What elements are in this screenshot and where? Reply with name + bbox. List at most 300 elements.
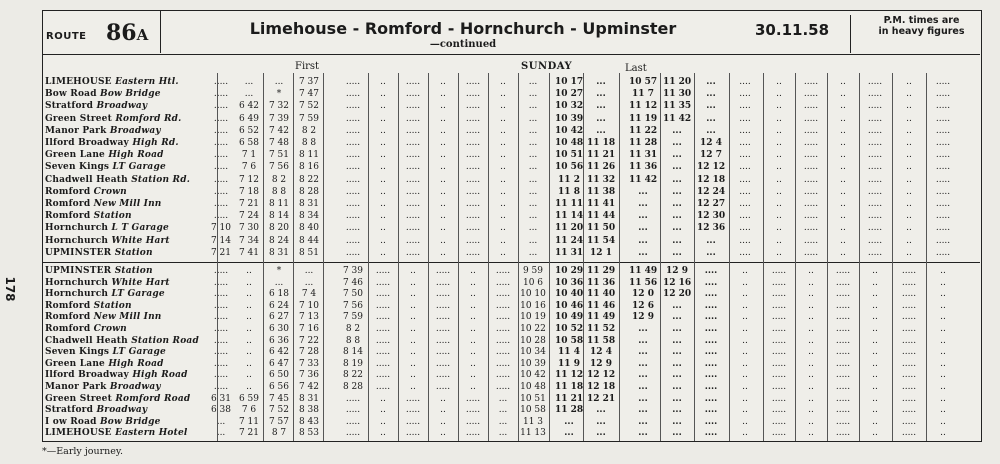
column-rule	[729, 73, 730, 441]
time-cell: .....	[867, 150, 883, 161]
time-cell: .....	[213, 77, 229, 87]
time-cell: 8 22	[298, 174, 320, 185]
time-cell: .....	[901, 428, 917, 439]
time-cell: ..	[500, 186, 506, 197]
time-cell: .....	[495, 300, 511, 311]
time-cell: .....	[803, 150, 819, 161]
time-cell: ..	[776, 113, 782, 124]
time-cell: 12 12	[697, 162, 726, 173]
time-cell: 11 40	[587, 289, 616, 300]
time-cell: 7 59	[298, 113, 320, 124]
time-cell: ..	[776, 211, 782, 222]
time-cell: ..	[410, 277, 416, 288]
time-cell: ..	[440, 199, 446, 209]
time-cell: ..	[840, 199, 846, 209]
stop-name-main: I ow Road	[45, 416, 97, 427]
time-cell: 6 42	[238, 101, 260, 112]
stop-qualifier: Broadway	[109, 125, 161, 136]
time-cell: ..	[872, 312, 878, 323]
time-cell: .....	[935, 211, 951, 222]
time-cell: 7 47	[298, 89, 320, 100]
time-cell: ....	[704, 405, 718, 416]
time-cell: 8 2	[345, 324, 361, 334]
time-cell: .....	[405, 174, 421, 185]
time-cell: .....	[901, 416, 917, 427]
time-cell: 10 40	[555, 289, 584, 300]
stop-qualifier: Station	[114, 266, 153, 276]
time-cell: ..	[808, 370, 814, 381]
time-cell: .....	[375, 312, 391, 323]
time-cell: .....	[213, 211, 229, 222]
time-cell: ..	[500, 89, 506, 100]
time-cell: ...	[672, 358, 682, 369]
stop-name-main: Manor Park	[45, 125, 107, 136]
time-cell: 8 31	[298, 199, 320, 209]
column-rule	[263, 73, 264, 441]
time-cell: ..	[440, 101, 446, 112]
time-cell: .....	[405, 101, 421, 112]
time-cell: .....	[867, 77, 883, 87]
time-cell: .....	[465, 428, 481, 439]
time-cell: .....	[835, 335, 851, 346]
column-rule	[795, 73, 796, 441]
time-cell: ..	[500, 247, 506, 258]
time-cell: 12 27	[697, 199, 726, 209]
time-cell: 7 42	[298, 382, 320, 392]
time-cell: ..	[380, 393, 386, 404]
time-cell: ..	[440, 428, 446, 439]
time-cell: ...	[528, 199, 538, 209]
time-cell: 8 22	[342, 370, 364, 381]
time-cell: ..	[742, 347, 748, 358]
time-cell: ..	[776, 235, 782, 246]
time-cell: 11 9	[558, 358, 580, 369]
time-cell: .....	[835, 416, 851, 427]
time-cell: .....	[213, 89, 229, 100]
time-cell: 8 40	[298, 223, 320, 234]
stop-name	[45, 301, 132, 311]
time-cell: 7 41	[238, 247, 260, 258]
time-cell: .....	[213, 266, 229, 276]
time-cell: ...	[564, 416, 574, 427]
time-cell: ....	[704, 277, 718, 288]
time-cell: 12 1	[590, 247, 612, 258]
time-cell: ..	[776, 138, 782, 148]
stop-name-main: Green Lane	[45, 358, 105, 369]
time-cell: ..	[742, 300, 748, 311]
time-cell: ...	[638, 335, 648, 346]
time-cell: ..	[440, 125, 446, 136]
time-cell: ..	[500, 162, 506, 173]
pm-times-note	[850, 15, 980, 53]
time-cell: ..	[742, 405, 748, 416]
time-cell: ...	[596, 89, 606, 100]
time-cell: ..	[440, 150, 446, 161]
time-cell: 11 32	[587, 174, 616, 185]
time-cell: ...	[706, 247, 716, 258]
stop-qualifier: High Road	[132, 370, 188, 381]
time-cell: ..	[470, 300, 476, 311]
time-cell: ..	[872, 428, 878, 439]
time-cell: ..	[906, 89, 912, 100]
stop-qualifier: Broadway	[96, 405, 148, 416]
time-cell: .....	[405, 235, 421, 246]
time-cell: ...	[304, 277, 314, 288]
time-cell: .....	[465, 138, 481, 148]
time-cell: .....	[435, 382, 451, 392]
time-cell: ..	[776, 162, 782, 173]
time-cell: ..	[840, 101, 846, 112]
time-cell: .....	[375, 300, 391, 311]
time-cell: .....	[935, 186, 951, 197]
time-cell: ..	[246, 382, 252, 392]
time-cell: ..	[742, 335, 748, 346]
time-cell: .....	[771, 405, 787, 416]
time-cell: ..	[872, 289, 878, 300]
stop-qualifier: Station	[93, 211, 132, 222]
time-cell: 10 42	[555, 125, 584, 136]
time-cell: .....	[935, 125, 951, 136]
time-cell: ...	[672, 416, 682, 427]
time-cell: .....	[935, 150, 951, 161]
time-cell: 7 45	[268, 393, 290, 404]
time-cell: .....	[345, 89, 361, 100]
time-cell: .....	[771, 370, 787, 381]
time-cell: .....	[835, 382, 851, 392]
time-cell: ..	[470, 289, 476, 300]
column-rule	[323, 73, 324, 441]
time-cell: ..	[776, 223, 782, 234]
stop-qualifier: LT Garage	[112, 162, 166, 173]
time-cell: 7 24	[238, 211, 260, 222]
time-cell: .....	[375, 266, 391, 276]
time-cell: 11 29	[587, 266, 616, 276]
time-cell: .....	[835, 405, 851, 416]
time-cell: 6 42	[268, 347, 290, 358]
time-cell: .....	[803, 211, 819, 222]
time-cell: .....	[835, 393, 851, 404]
stop-qualifier: High Road	[108, 150, 164, 161]
time-cell: .....	[495, 312, 511, 323]
time-cell: .....	[803, 247, 819, 258]
stop-name-main: Green Street	[45, 113, 112, 124]
time-cell: ..	[440, 211, 446, 222]
time-cell: .....	[345, 223, 361, 234]
time-cell: .....	[803, 89, 819, 100]
time-cell: ..	[440, 405, 446, 416]
time-cell: ...	[672, 247, 682, 258]
stop-qualifier: Station Rd.	[131, 174, 191, 185]
time-cell: 6 50	[268, 370, 290, 381]
stop-name-main: UPMINSTER	[45, 266, 112, 276]
time-cell: 11 13	[520, 428, 546, 439]
time-cell: ..	[742, 312, 748, 323]
time-cell: ..	[872, 324, 878, 334]
time-cell: 8 19	[342, 358, 364, 369]
time-cell: .....	[495, 382, 511, 392]
time-cell: .....	[901, 405, 917, 416]
time-cell: 11 19	[629, 113, 658, 124]
time-cell: 10 27	[555, 89, 584, 100]
time-cell: 8 2	[301, 125, 317, 136]
time-cell: ..	[470, 324, 476, 334]
time-cell: ..	[742, 266, 748, 276]
time-cell: .....	[803, 138, 819, 148]
time-cell: .....	[465, 235, 481, 246]
stop-name	[45, 266, 153, 276]
time-cell: ...	[528, 138, 538, 148]
time-cell: ..	[840, 138, 846, 148]
time-cell: 12 21	[587, 393, 616, 404]
time-cell: 10 29	[555, 266, 584, 276]
time-cell: 8 28	[342, 382, 364, 392]
time-cell: ..	[742, 277, 748, 288]
time-cell: 6 36	[268, 335, 290, 346]
time-cell: ..	[742, 416, 748, 427]
time-cell: ....	[739, 150, 751, 161]
time-cell: 8 2	[271, 174, 287, 185]
time-cell: ...	[638, 358, 648, 369]
time-cell: 12 0	[632, 289, 654, 300]
time-cell: 10 16	[520, 300, 546, 311]
time-cell: ...	[216, 416, 226, 427]
time-cell: ....	[739, 211, 751, 222]
column-label-first: First	[295, 61, 320, 72]
time-cell: 6 52	[238, 125, 260, 136]
time-cell: .....	[935, 77, 951, 87]
time-cell: 11 36	[629, 162, 658, 173]
time-cell: .....	[803, 113, 819, 124]
time-cell: 11 49	[629, 266, 658, 276]
stop-name	[45, 126, 161, 136]
time-cell: ...	[528, 162, 538, 173]
time-cell: ...	[528, 223, 538, 234]
time-cell: .....	[803, 162, 819, 173]
time-cell: ..	[742, 289, 748, 300]
time-cell: .....	[213, 289, 229, 300]
time-cell: 7 46	[342, 277, 364, 288]
time-cell: .....	[935, 101, 951, 112]
time-cell: ..	[872, 393, 878, 404]
time-cell: ...	[638, 199, 648, 209]
stop-qualifier: White Hart	[111, 277, 170, 288]
stop-name	[45, 370, 188, 380]
time-cell: .....	[213, 113, 229, 124]
time-cell: ..	[808, 266, 814, 276]
stop-name	[45, 278, 170, 288]
time-cell: .....	[935, 223, 951, 234]
time-cell: .....	[771, 393, 787, 404]
time-cell: ...	[672, 405, 682, 416]
time-cell: 7 57	[268, 416, 290, 427]
time-cell: 8 51	[298, 247, 320, 258]
time-cell: 7 36	[298, 370, 320, 381]
time-cell: ....	[704, 416, 718, 427]
time-cell: ...	[216, 428, 226, 439]
time-cell: .....	[901, 347, 917, 358]
stop-name	[45, 150, 164, 160]
time-cell: ....	[704, 324, 718, 334]
stop-qualifier: Bow Bridge	[100, 89, 161, 100]
time-cell: ...	[528, 101, 538, 112]
time-cell: 12 9	[666, 266, 688, 276]
time-cell: ..	[742, 428, 748, 439]
time-cell: 11 2	[558, 174, 580, 185]
time-cell: 10 57	[629, 77, 658, 87]
time-cell: 10 28	[520, 335, 546, 346]
time-cell: .....	[803, 186, 819, 197]
time-cell: ..	[246, 335, 252, 346]
time-cell: ..	[808, 358, 814, 369]
time-cell: .....	[213, 186, 229, 197]
time-cell: 11 20	[555, 223, 584, 234]
time-cell: ...	[528, 77, 538, 87]
time-cell: 11 4	[558, 347, 580, 358]
time-cell: ...	[596, 77, 606, 87]
time-cell: .....	[465, 77, 481, 87]
stop-name-main: Bow Road	[45, 89, 97, 100]
time-cell: 12 7	[700, 150, 722, 161]
footnote: *—Early journey.	[42, 446, 124, 457]
time-cell: .....	[345, 150, 361, 161]
stop-qualifier: High Rd.	[132, 138, 179, 148]
time-cell: .....	[935, 162, 951, 173]
stop-qualifier: Broadway	[109, 382, 161, 392]
time-cell: ...	[528, 186, 538, 197]
time-cell: 10 58	[555, 335, 584, 346]
time-cell: ....	[739, 247, 751, 258]
time-cell: 10 36	[555, 277, 584, 288]
time-cell: 11 31	[555, 247, 584, 258]
time-cell: .....	[495, 324, 511, 334]
time-cell: ..	[742, 382, 748, 392]
time-cell: ....	[739, 223, 751, 234]
time-cell: 10 51	[555, 150, 584, 161]
time-cell: 6 58	[238, 138, 260, 148]
time-cell: ..	[500, 150, 506, 161]
time-cell: ..	[940, 370, 946, 381]
time-cell: ..	[410, 370, 416, 381]
time-cell: ....	[704, 289, 718, 300]
time-cell: 12 30	[697, 211, 726, 222]
time-cell: .....	[867, 174, 883, 185]
column-rule	[619, 73, 620, 441]
time-cell: 11 56	[629, 277, 658, 288]
time-cell: ..	[906, 113, 912, 124]
time-cell: ..	[440, 223, 446, 234]
time-cell: ...	[638, 405, 648, 416]
time-cell: ..	[872, 405, 878, 416]
time-cell: 6 59	[238, 393, 260, 404]
time-cell: ...	[274, 277, 284, 288]
time-cell: 10 46	[555, 300, 584, 311]
time-cell: ..	[440, 393, 446, 404]
stop-name	[45, 289, 165, 299]
time-cell: .....	[345, 247, 361, 258]
time-cell: .....	[345, 77, 361, 87]
time-cell: ...	[638, 370, 648, 381]
time-cell: .....	[901, 324, 917, 334]
route-number-suffix: A	[136, 26, 149, 44]
time-cell: 12 18	[587, 382, 616, 392]
time-cell: ...	[528, 174, 538, 185]
stop-qualifier: Station	[93, 300, 132, 311]
time-cell: .....	[835, 370, 851, 381]
section-divider	[43, 262, 980, 263]
time-cell: .....	[867, 223, 883, 234]
time-cell: 7 21	[238, 199, 260, 209]
time-cell: .....	[771, 335, 787, 346]
time-cell: 8 24	[268, 235, 290, 246]
time-cell: 6 30	[268, 324, 290, 334]
time-cell: 12 9	[590, 358, 612, 369]
time-cell: ..	[808, 382, 814, 392]
time-cell: *	[276, 266, 282, 276]
time-cell: 10 42	[520, 370, 546, 381]
time-cell: 7 10	[210, 223, 232, 234]
time-cell: ..	[500, 199, 506, 209]
pm-note-line2: in heavy figures	[878, 26, 965, 37]
time-cell: ....	[704, 428, 718, 439]
time-cell: ..	[840, 89, 846, 100]
time-cell: 7 34	[238, 235, 260, 246]
time-cell: .....	[435, 266, 451, 276]
time-cell: 10 39	[555, 113, 584, 124]
time-cell: ..	[440, 113, 446, 124]
column-rule	[428, 73, 429, 441]
time-cell: ...	[672, 223, 682, 234]
time-cell: .....	[405, 113, 421, 124]
time-cell: 7 50	[342, 289, 364, 300]
time-cell: .....	[935, 138, 951, 148]
time-cell: ...	[528, 235, 538, 246]
time-cell: .....	[405, 428, 421, 439]
time-cell: 7 52	[268, 405, 290, 416]
time-cell: .....	[901, 289, 917, 300]
time-cell: ..	[470, 358, 476, 369]
time-cell: .....	[465, 150, 481, 161]
time-cell: .....	[495, 335, 511, 346]
column-rule	[518, 73, 519, 441]
time-cell: ..	[808, 312, 814, 323]
time-cell: ...	[638, 186, 648, 197]
time-cell: .....	[435, 289, 451, 300]
stop-qualifier: Crown	[93, 324, 127, 334]
time-cell: ..	[940, 300, 946, 311]
time-cell: .....	[435, 277, 451, 288]
time-cell: ..	[380, 174, 386, 185]
time-cell: ...	[304, 266, 314, 276]
time-cell: .....	[803, 77, 819, 87]
stop-name	[45, 187, 127, 197]
time-cell: 11 21	[555, 393, 584, 404]
time-cell: .....	[465, 223, 481, 234]
time-cell: .....	[771, 382, 787, 392]
stop-name-main: Hornchurch	[45, 289, 109, 300]
time-cell: .....	[803, 223, 819, 234]
time-cell: .....	[771, 312, 787, 323]
route-number	[106, 20, 148, 46]
stop-qualifier: Eastern Hotel	[115, 428, 188, 439]
time-cell: .....	[375, 347, 391, 358]
time-cell: ....	[739, 101, 751, 112]
time-cell: ....	[739, 113, 751, 124]
time-cell: ...	[498, 393, 508, 404]
time-cell: ..	[440, 77, 446, 87]
time-cell: .....	[771, 416, 787, 427]
time-cell: ..	[246, 312, 252, 323]
stop-name	[45, 211, 132, 221]
